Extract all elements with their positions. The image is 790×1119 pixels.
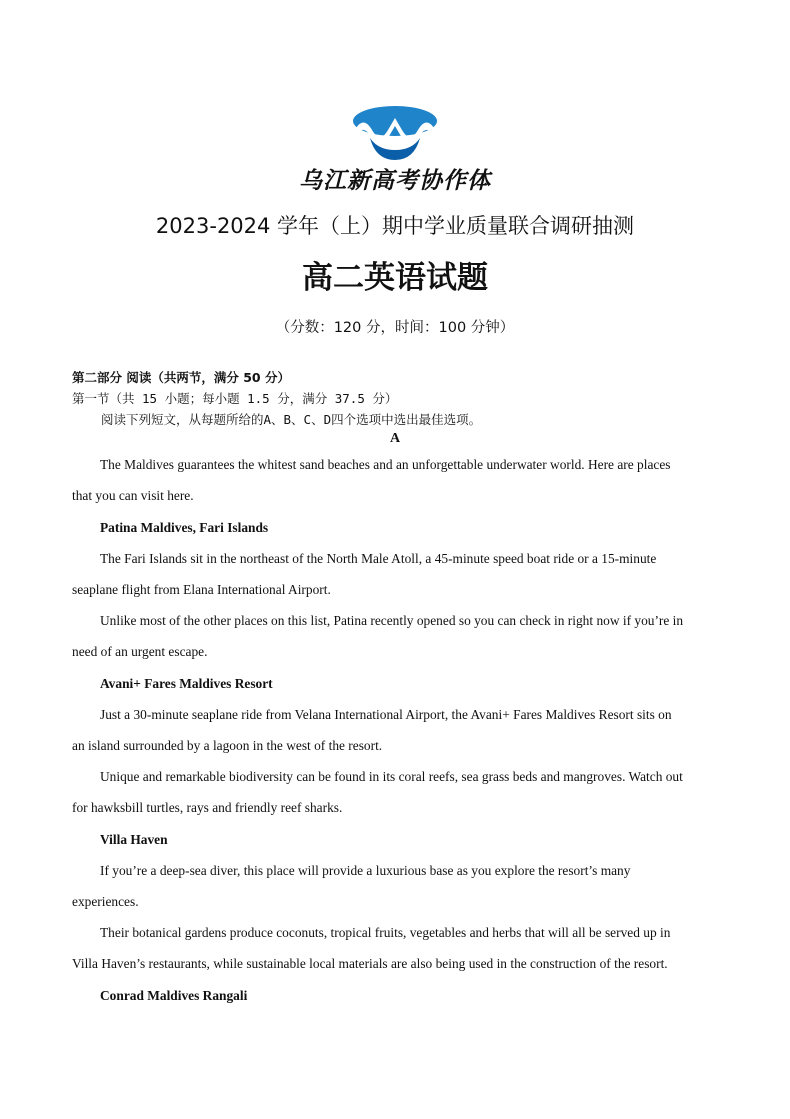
villa-p2-line-2: Villa Haven’s restaurants, while sustainable local materials are also being used in the construction of the resort. — [72, 956, 668, 971]
villa-p2-line-1: Their botanical gardens produce coconuts, tropical fruits, vegetables and herbs that will all be served up in — [100, 925, 671, 940]
avani-p2-line-1: Unique and remarkable biodiversity can be found in its coral reefs, sea grass beds and mangroves. Watch out — [100, 769, 683, 784]
passage-label: A — [389, 431, 401, 446]
section-heading: 第一节（共 15 小题；每小题 1.5 分，满分 37.5 分） — [72, 391, 398, 406]
patina-p2-line-1: Unlike most of the other places on this list, Patina recently opened so you can check in right now if you’re in — [100, 613, 684, 628]
conrad-heading: Conrad Maldives Rangali — [100, 988, 248, 1003]
intro-line-2: that you can visit here. — [72, 488, 194, 503]
reading-instruction: 阅读下列短文，从每题所给的A、B、C、D四个选项中选出最佳选项。 — [101, 412, 482, 427]
avani-p1-line-2: an island surrounded by a lagoon in the west of the resort. — [72, 738, 383, 753]
villa-p1-line-1: If you’re a deep-sea diver, this place will provide a luxurious base as you explore the resort’s many — [100, 863, 631, 878]
part-heading: 第二部分 阅读（共两节，满分 50 分） — [72, 370, 290, 385]
exam-session-line: 2023-2024 学年（上）期中学业质量联合调研抽测 — [155, 214, 635, 238]
villa-heading: Villa Haven — [100, 832, 168, 847]
organization-name: 乌江新高考协作体 — [299, 168, 491, 194]
avani-p2-line-2: for hawksbill turtles, rays and friendly reef sharks. — [72, 800, 343, 815]
exam-title: 高二英语试题 — [302, 260, 488, 296]
patina-p1-line-2: seaplane flight from Elana International Airport. — [72, 582, 331, 597]
patina-heading: Patina Maldives, Fari Islands — [100, 520, 269, 535]
villa-p1-line-2: experiences. — [72, 894, 139, 909]
organization-logo — [350, 104, 440, 164]
avani-p1-line-1: Just a 30-minute seaplane ride from Velana International Airport, the Avani+ Fares Maldives Resort sits on — [100, 707, 672, 722]
patina-p2-line-2: need of an urgent escape. — [72, 644, 208, 659]
intro-line-1: The Maldives guarantees the whitest sand beaches and an unforgettable underwater world. Here are places — [100, 457, 671, 472]
exam-score-time: （分数：120 分，时间：100 分钟） — [275, 320, 515, 336]
avani-heading: Avani+ Fares Maldives Resort — [100, 676, 273, 691]
patina-p1-line-1: The Fari Islands sit in the northeast of the North Male Atoll, a 45-minute speed boat ride or a 15-minute — [100, 551, 657, 566]
